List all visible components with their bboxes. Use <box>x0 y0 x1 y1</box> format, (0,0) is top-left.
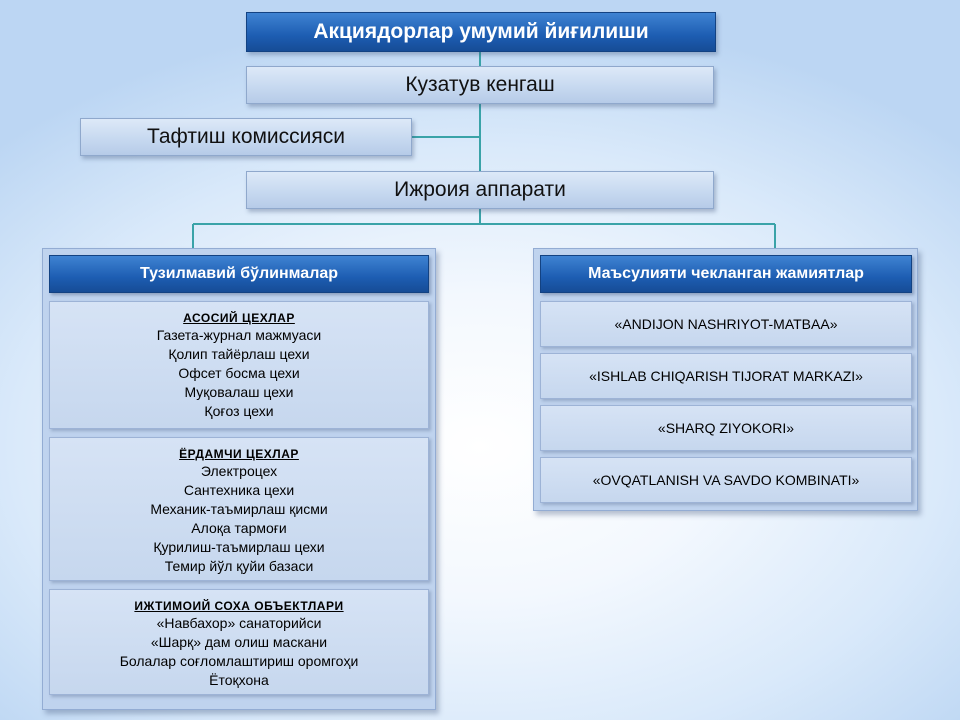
llc-item-ovqatlanish: «OVQATLANISH VA SAVDO KOMBINATI» <box>540 457 912 503</box>
social-facilities-title: ИЖТИМОИЙ СОХА ОБЪЕКТЛАРИ <box>134 599 344 613</box>
list-item: «Шарқ» дам олиш маскани <box>150 634 328 650</box>
supervisory-board-box: Кузатув кенгаш <box>246 66 714 104</box>
llc-header: Маъсулияти чекланган жамиятлар <box>540 255 912 293</box>
list-item: Қолип тайёрлаш цехи <box>168 346 310 362</box>
list-item: Алоқа тармоғи <box>191 520 287 536</box>
list-item: Қурилиш-таъмирлаш цехи <box>153 539 325 555</box>
list-item: Муқовалаш цехи <box>184 384 294 400</box>
list-item: Газета-журнал мажмуаси <box>156 327 322 343</box>
auxiliary-workshops-title: ЁРДАМЧИ ЦЕХЛАР <box>179 447 299 461</box>
llc-item-sharq-ziyokori: «SHARQ ZIYOKORI» <box>540 405 912 451</box>
main-workshops-box <box>49 301 429 429</box>
list-item: Офсет босма цехи <box>178 365 300 381</box>
main-workshops-title: АСОСИЙ ЦЕХЛАР <box>183 311 295 325</box>
list-item: Сантехника цехи <box>183 482 295 498</box>
list-item: Электроцех <box>200 463 278 479</box>
structural-units-panel <box>42 248 436 710</box>
list-item: «Навбахор» санаторийси <box>156 615 322 631</box>
list-item: Қоғоз цехи <box>204 403 274 419</box>
list-item: Механик-таъмирлаш қисми <box>150 501 328 517</box>
list-item: Болалар соғломлаштириш оромгоҳи <box>119 653 359 669</box>
audit-commission-box: Тафтиш комиссияси <box>80 118 412 156</box>
list-item: Темир йўл қуйи базаси <box>164 558 314 574</box>
general-meeting-box: Акциядорлар умумий йиғилиши <box>246 12 716 52</box>
list-item: Ётоқхона <box>209 672 269 688</box>
llc-item-ishlab-chiqarish: «ISHLAB CHIQARISH TIJORAT MARKAZI» <box>540 353 912 399</box>
auxiliary-workshops-box <box>49 437 429 581</box>
social-facilities-box <box>49 589 429 695</box>
executive-office-box: Ижроия аппарати <box>246 171 714 209</box>
llc-item-andijon-nashriyot: «ANDIJON NASHRIYOT-MATBAA» <box>540 301 912 347</box>
llc-panel <box>533 248 918 511</box>
structural-units-header: Тузилмавий бўлинмалар <box>49 255 429 293</box>
